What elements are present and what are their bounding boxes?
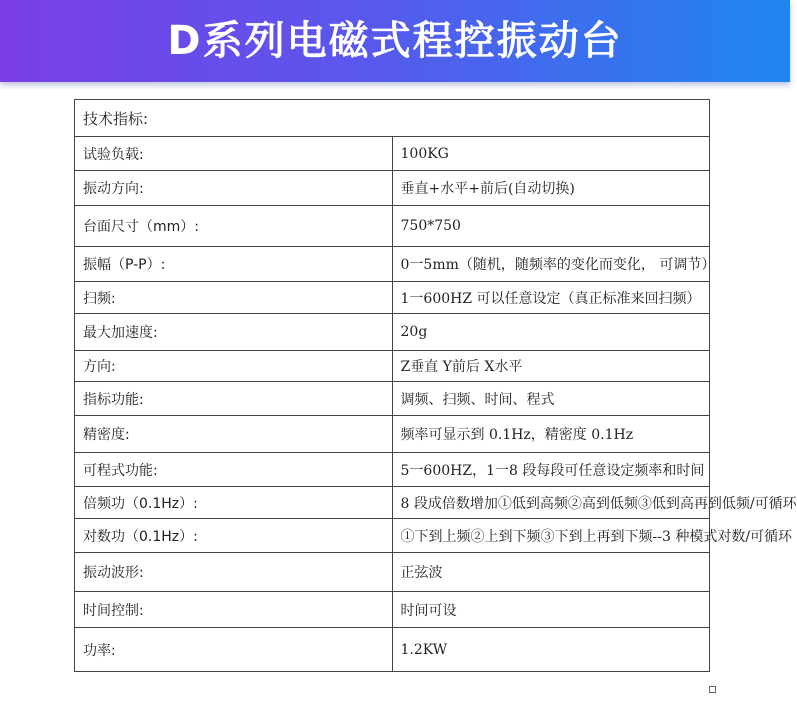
row-value: 100KG [392, 137, 710, 171]
table-row [75, 137, 710, 171]
row-label: 振动波形: [75, 553, 393, 592]
row-value: 正弦波 [392, 553, 710, 592]
table-row [75, 314, 710, 351]
table-row [75, 453, 710, 487]
row-value: 0一5mm（随机，随频率的变化而变化， 可调节） [392, 247, 710, 282]
table-row [75, 282, 710, 314]
row-label: 精密度: [75, 416, 393, 453]
row-label: 试验负载: [75, 137, 393, 171]
row-label: 倍频功（0.1Hz）: [75, 487, 393, 519]
row-value: 8 段成倍数增加①低到高频②高到低频③低到高再到低频/可循环 [392, 487, 710, 519]
row-value: Z垂直 Y前后 X水平 [392, 351, 710, 382]
table-row [75, 487, 710, 519]
row-label: 指标功能: [75, 382, 393, 416]
table-row [75, 628, 710, 672]
row-label: 台面尺寸（mm）: [75, 206, 393, 247]
row-label: 扫频: [75, 282, 393, 314]
table-row [75, 553, 710, 592]
row-value: 时间可设 [392, 592, 710, 628]
spec-table [74, 99, 797, 672]
row-value: 5一600HZ，1一8 段每段可任意设定频率和时间 [392, 453, 710, 487]
table-row [75, 382, 710, 416]
table-row [75, 592, 710, 628]
row-label: 功率: [75, 628, 393, 672]
row-value: 1.2KW [392, 628, 710, 672]
page-title: D系列电磁式程控振动台 [167, 18, 623, 64]
row-value: 750*750 [392, 206, 710, 247]
table-row [75, 171, 710, 206]
row-label: 振动方向: [75, 171, 393, 206]
resize-handle [709, 686, 716, 693]
table-row [75, 416, 710, 453]
row-label: 振幅（P-P）: [75, 247, 393, 282]
row-value: 20g [392, 314, 710, 351]
row-label: 方向: [75, 351, 393, 382]
row-value: ①下到上频②上到下频③下到上再到下频--3 种模式对数/可循环 [392, 519, 710, 553]
table-row [75, 351, 710, 382]
table-row [75, 519, 710, 553]
table-header: 技术指标: [75, 100, 710, 137]
table-row [75, 206, 710, 247]
row-value: 1一600HZ 可以任意设定（真正标准来回扫频） [392, 282, 710, 314]
table-header-row [75, 100, 710, 137]
row-value: 频率可显示到 0.1Hz，精密度 0.1Hz [392, 416, 710, 453]
row-label: 最大加速度: [75, 314, 393, 351]
title-banner [0, 0, 790, 82]
row-value: 调频、扫频、时间、程式 [392, 382, 710, 416]
row-value: 垂直+水平+前后(自动切换) [392, 171, 710, 206]
row-label: 时间控制: [75, 592, 393, 628]
row-label: 可程式功能: [75, 453, 393, 487]
row-label: 对数功（0.1Hz）: [75, 519, 393, 553]
table-row [75, 247, 710, 282]
